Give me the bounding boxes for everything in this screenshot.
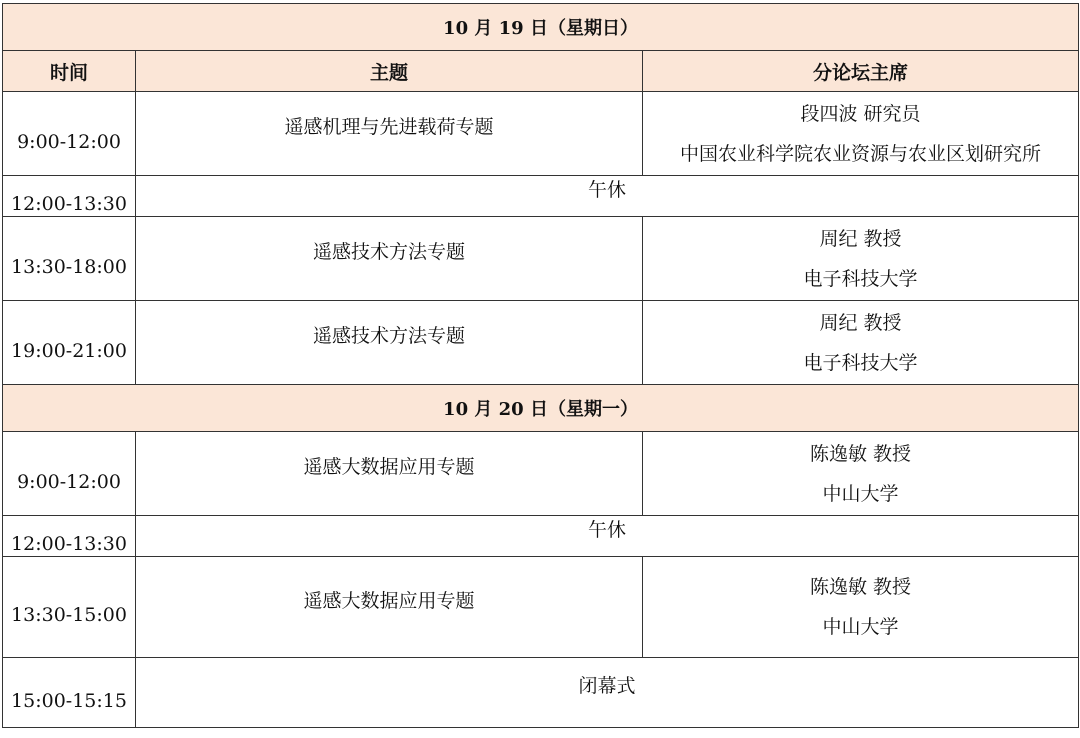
session-row (3, 217, 1079, 301)
column-header-topic: 主题 (136, 51, 643, 92)
break-label: 午休 (136, 176, 1079, 217)
day-header-row (3, 4, 1079, 51)
chair-organization: 电子科技大学 (803, 267, 918, 290)
session-chair (643, 557, 1079, 658)
session-row (3, 301, 1079, 385)
chair-organization: 中国农业科学院农业资源与农业区划研究所 (680, 142, 1042, 165)
closing-row (3, 658, 1079, 728)
session-time: 12:00-13:30 (3, 176, 136, 217)
session-chair (643, 432, 1079, 516)
session-row (3, 432, 1079, 516)
column-header-row (3, 51, 1079, 92)
session-time: 13:30-18:00 (3, 217, 136, 301)
closing-ceremony-label: 闭幕式 (136, 658, 1079, 728)
session-time: 15:00-15:15 (3, 658, 136, 728)
session-row (3, 557, 1079, 658)
column-header-chair: 分论坛主席 (643, 51, 1079, 92)
day-title: 10 月 19 日（星期日） (3, 4, 1079, 51)
session-time: 12:00-13:30 (3, 516, 136, 557)
chair-name: 陈逸敏 教授 (809, 576, 912, 598)
session-row (3, 92, 1079, 176)
day-title: 10 月 20 日（星期一） (3, 385, 1079, 432)
session-topic: 遥感机理与先进载荷专题 (136, 92, 643, 176)
session-topic: 遥感大数据应用专题 (136, 557, 643, 658)
chair-organization: 电子科技大学 (803, 351, 918, 374)
chair-name: 周纪 教授 (819, 227, 902, 250)
session-chair (643, 217, 1079, 301)
session-time: 13:30-15:00 (3, 557, 136, 658)
chair-name: 陈逸敏 教授 (809, 442, 912, 465)
session-topic: 遥感技术方法专题 (136, 301, 643, 385)
session-topic: 遥感大数据应用专题 (136, 432, 643, 516)
chair-name: 段四波 研究员 (800, 102, 921, 125)
session-chair (643, 301, 1079, 385)
break-label: 午休 (136, 516, 1079, 557)
session-chair (643, 92, 1079, 176)
chair-organization: 中山大学 (822, 482, 899, 505)
session-topic: 遥感技术方法专题 (136, 217, 643, 301)
break-row (3, 516, 1079, 557)
schedule-document (2, 3, 1079, 728)
break-row (3, 176, 1079, 217)
column-header-time: 时间 (3, 51, 136, 92)
session-time: 9:00-12:00 (3, 432, 136, 516)
session-time: 9:00-12:00 (3, 92, 136, 176)
day-header-row (3, 385, 1079, 432)
session-time: 19:00-21:00 (3, 301, 136, 385)
schedule-table (2, 3, 1079, 728)
chair-organization: 中山大学 (822, 616, 899, 638)
chair-name: 周纪 教授 (819, 311, 902, 334)
